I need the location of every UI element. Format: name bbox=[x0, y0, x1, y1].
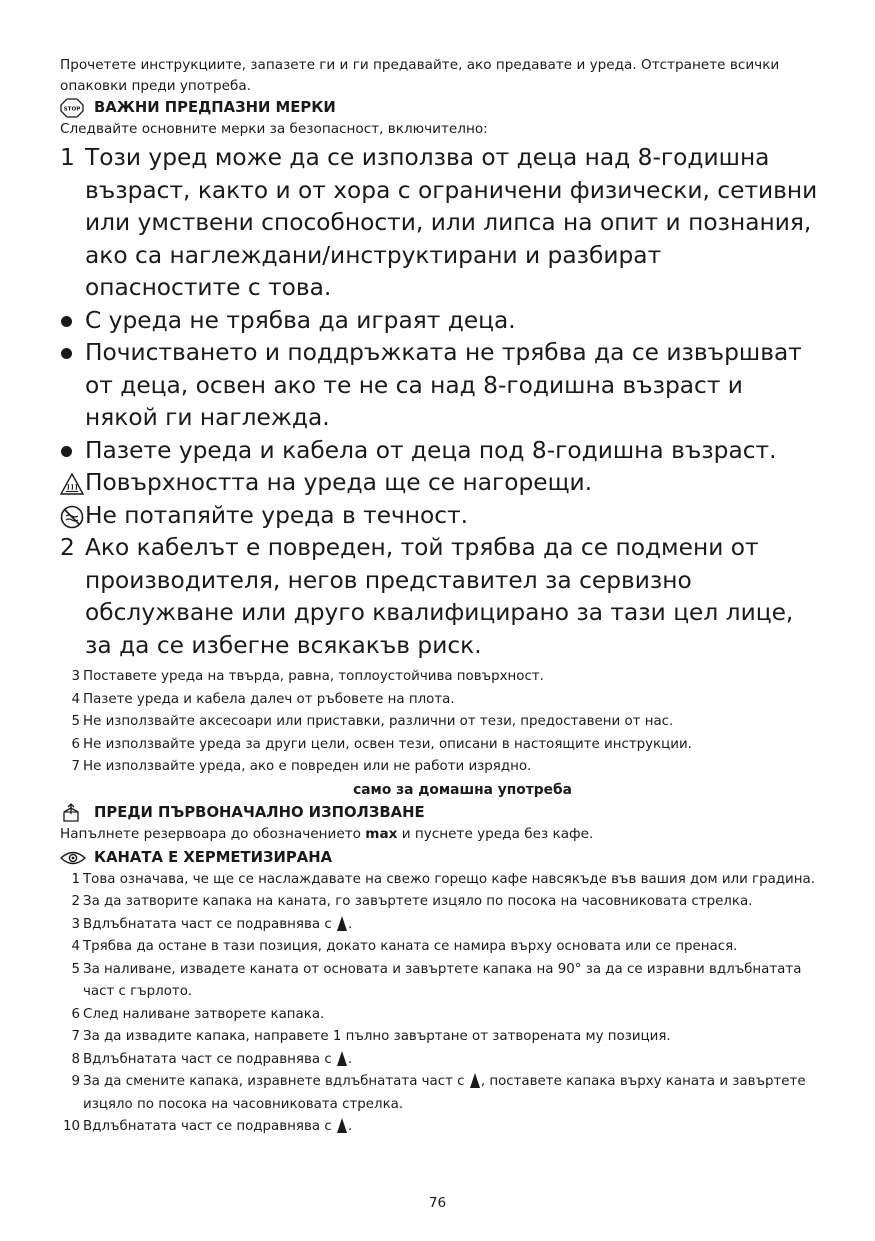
item-number: 3 bbox=[71, 669, 80, 684]
jug-item-text: За наливане, извадете каната от основата и завъртете капака на 90° за да се изравни вдлъбнатата част с гърлото. bbox=[83, 961, 802, 999]
safety-big-list bbox=[60, 142, 820, 662]
jug-item-text: За да затворите капака на каната, го завъртете изцяло по посока на часовниковата стрелка. bbox=[83, 894, 753, 909]
jug-item-text-post: . bbox=[347, 916, 353, 932]
jug-item bbox=[60, 1004, 820, 1027]
jug-item bbox=[60, 1026, 820, 1049]
stop-icon bbox=[60, 98, 86, 118]
safety-item bbox=[60, 500, 820, 533]
safety-small-item-text: Поставете уреда на твърда, равна, топлоустойчива повърхност. bbox=[83, 669, 544, 684]
item-number: 5 bbox=[71, 714, 80, 729]
first-use-text-before: Напълнете резервоара до обозначението bbox=[60, 825, 366, 842]
bullet-icon bbox=[60, 305, 85, 338]
safety-small-item bbox=[60, 689, 820, 712]
manual-page bbox=[60, 55, 820, 1139]
first-use-text-after: и пуснете уреда без кафе. bbox=[397, 825, 594, 842]
safety-item-text: Не потапяйте уреда в течност. bbox=[85, 501, 469, 529]
item-number: 4 bbox=[71, 939, 80, 954]
first-use-text-bold: max bbox=[365, 825, 398, 842]
safety-item bbox=[60, 467, 820, 500]
notch-marker-icon bbox=[470, 1073, 480, 1088]
safety-heading bbox=[60, 97, 820, 119]
safety-item-text: Този уред може да се използва от деца над 8-годишна възраст, както и от хора с ограничени физически, сетивни или умствени способности, или липса на опит и познания, ако са наглеждани/инструктирани и разбират опасностите с това. bbox=[85, 144, 818, 301]
household-note: само за домашна употреба bbox=[353, 781, 572, 798]
notch-marker-icon bbox=[337, 1118, 347, 1133]
safety-small-item bbox=[60, 666, 820, 689]
jug-item-text-pre: Вдлъбнатата част се подравнява с bbox=[83, 1051, 336, 1067]
jug-item-text-post: , поставете капака върху каната и завъртете изцяло по посока на часовниковата стрелка. bbox=[83, 1074, 806, 1112]
safety-item bbox=[60, 305, 820, 338]
item-number: 6 bbox=[71, 1006, 80, 1022]
jug-item-text: Това означава, че ще се наслаждавате на свежо горещо кафе навсякъде във вашия дом или градина. bbox=[83, 871, 815, 887]
jug-item bbox=[60, 959, 820, 1004]
jug-item bbox=[60, 1116, 820, 1139]
item-number: 1 bbox=[71, 871, 80, 887]
eye-icon bbox=[60, 848, 86, 868]
safety-item-text: Пазете уреда и кабела от деца под 8-годишна възраст. bbox=[85, 436, 777, 464]
jug-item bbox=[60, 936, 820, 959]
item-number: 7 bbox=[71, 759, 80, 774]
jug-item-text-post: . bbox=[347, 1119, 353, 1134]
safety-item-text: Почистването и поддръжката не трябва да се извършват от деца, освен ако те не са над 8-годишна възраст и някой ги наглежда. bbox=[85, 339, 802, 431]
item-number: 1 bbox=[60, 144, 75, 171]
item-number: 7 bbox=[71, 1029, 80, 1044]
item-number: 3 bbox=[71, 916, 80, 932]
jug-item-text: За да извадите капака, направете 1 пълно завъртане от затворената му позиция. bbox=[83, 1029, 671, 1044]
safety-small-item-text: Не използвайте аксесоари или приставки, различни от тези, предоставени от нас. bbox=[83, 714, 674, 729]
safety-small-item bbox=[60, 734, 820, 757]
first-use-heading bbox=[60, 802, 820, 824]
item-number: 6 bbox=[71, 736, 80, 752]
bullet-icon bbox=[60, 435, 85, 468]
hot-surface-icon bbox=[60, 467, 85, 500]
jug-item-text bbox=[83, 1071, 820, 1116]
jug-item-text-pre: Вдлъбнатата част се подравнява с bbox=[83, 916, 336, 932]
safety-small-item-text: Не използвайте уреда за други цели, освен тези, описани в настоящите инструкции. bbox=[83, 736, 692, 752]
jug-item bbox=[60, 1049, 820, 1072]
jug-item-text bbox=[83, 914, 820, 937]
jug-item-text: След наливане затворете капака. bbox=[83, 1006, 325, 1022]
safety-title: ВАЖНИ ПРЕДПАЗНИ МЕРКИ bbox=[94, 99, 336, 116]
jug-item bbox=[60, 891, 820, 914]
safety-subtitle: Следвайте основните мерки за безопасност, включително: bbox=[60, 121, 488, 137]
page-number: 76 bbox=[428, 1195, 447, 1211]
jug-item bbox=[60, 1071, 820, 1116]
notch-marker-icon bbox=[337, 916, 347, 931]
safety-item-text: С уреда не трябва да играят деца. bbox=[85, 306, 516, 334]
jug-item-text bbox=[83, 1049, 820, 1072]
svg-text:STOP: STOP bbox=[63, 106, 81, 113]
first-use-title: ПРЕДИ ПЪРВОНАЧАЛНО ИЗПОЛЗВАНЕ bbox=[94, 803, 425, 821]
item-number: 2 bbox=[60, 534, 75, 561]
jug-item-text-pre: Вдлъбнатата част се подравнява с bbox=[83, 1119, 336, 1134]
jug-list bbox=[60, 869, 820, 1139]
jug-item-text-pre: За да смените капака, изравнете вдлъбнатата част с bbox=[83, 1074, 469, 1089]
jug-item bbox=[60, 869, 820, 892]
intro-text: Прочетете инструкциите, запазете ги и ги предавайте, ако предавате и уреда. Отстранете всички опаковки преди употреба. bbox=[60, 57, 780, 94]
safety-item-text: Повърхността на уреда ще се нагорещи. bbox=[85, 469, 593, 496]
jug-item-text bbox=[83, 1116, 820, 1139]
safety-item bbox=[60, 337, 820, 435]
safety-item bbox=[60, 142, 820, 305]
item-number: 5 bbox=[71, 961, 80, 977]
bullet-icon bbox=[60, 337, 85, 435]
jug-item bbox=[60, 914, 820, 937]
jug-item-text: Трябва да остане в тази позиция, докато каната се намира върху основата или се пренася. bbox=[83, 939, 738, 954]
safety-small-list bbox=[60, 666, 820, 779]
safety-item bbox=[60, 532, 820, 662]
item-number: 8 bbox=[71, 1051, 80, 1067]
safety-item-text: Ако кабелът е повреден, той трябва да се подмени от производителя, негов представител за сервизно обслужване или друго квалифицирано за тази цел лице, за да се избегне всякакъв риск. bbox=[85, 534, 794, 659]
safety-small-item bbox=[60, 756, 820, 779]
notch-marker-icon bbox=[337, 1051, 347, 1066]
first-use-icon bbox=[60, 803, 86, 823]
safety-item bbox=[60, 435, 820, 468]
no-immerse-icon bbox=[60, 500, 85, 533]
safety-small-item-text: Не използвайте уреда, ако е повреден или не работи изрядно. bbox=[83, 759, 532, 774]
jug-title: КАНАТА Е ХЕРМЕТИЗИРАНА bbox=[94, 848, 333, 866]
first-use-text bbox=[60, 824, 820, 845]
safety-small-item-text: Пазете уреда и кабела далеч от ръбовете на плота. bbox=[83, 691, 455, 707]
jug-heading bbox=[60, 847, 820, 869]
item-number: 10 bbox=[62, 1119, 80, 1134]
item-number: 2 bbox=[71, 894, 80, 909]
item-number: 4 bbox=[71, 691, 80, 707]
jug-item-text-post: . bbox=[347, 1051, 353, 1067]
safety-small-item bbox=[60, 711, 820, 734]
item-number: 9 bbox=[71, 1074, 80, 1089]
